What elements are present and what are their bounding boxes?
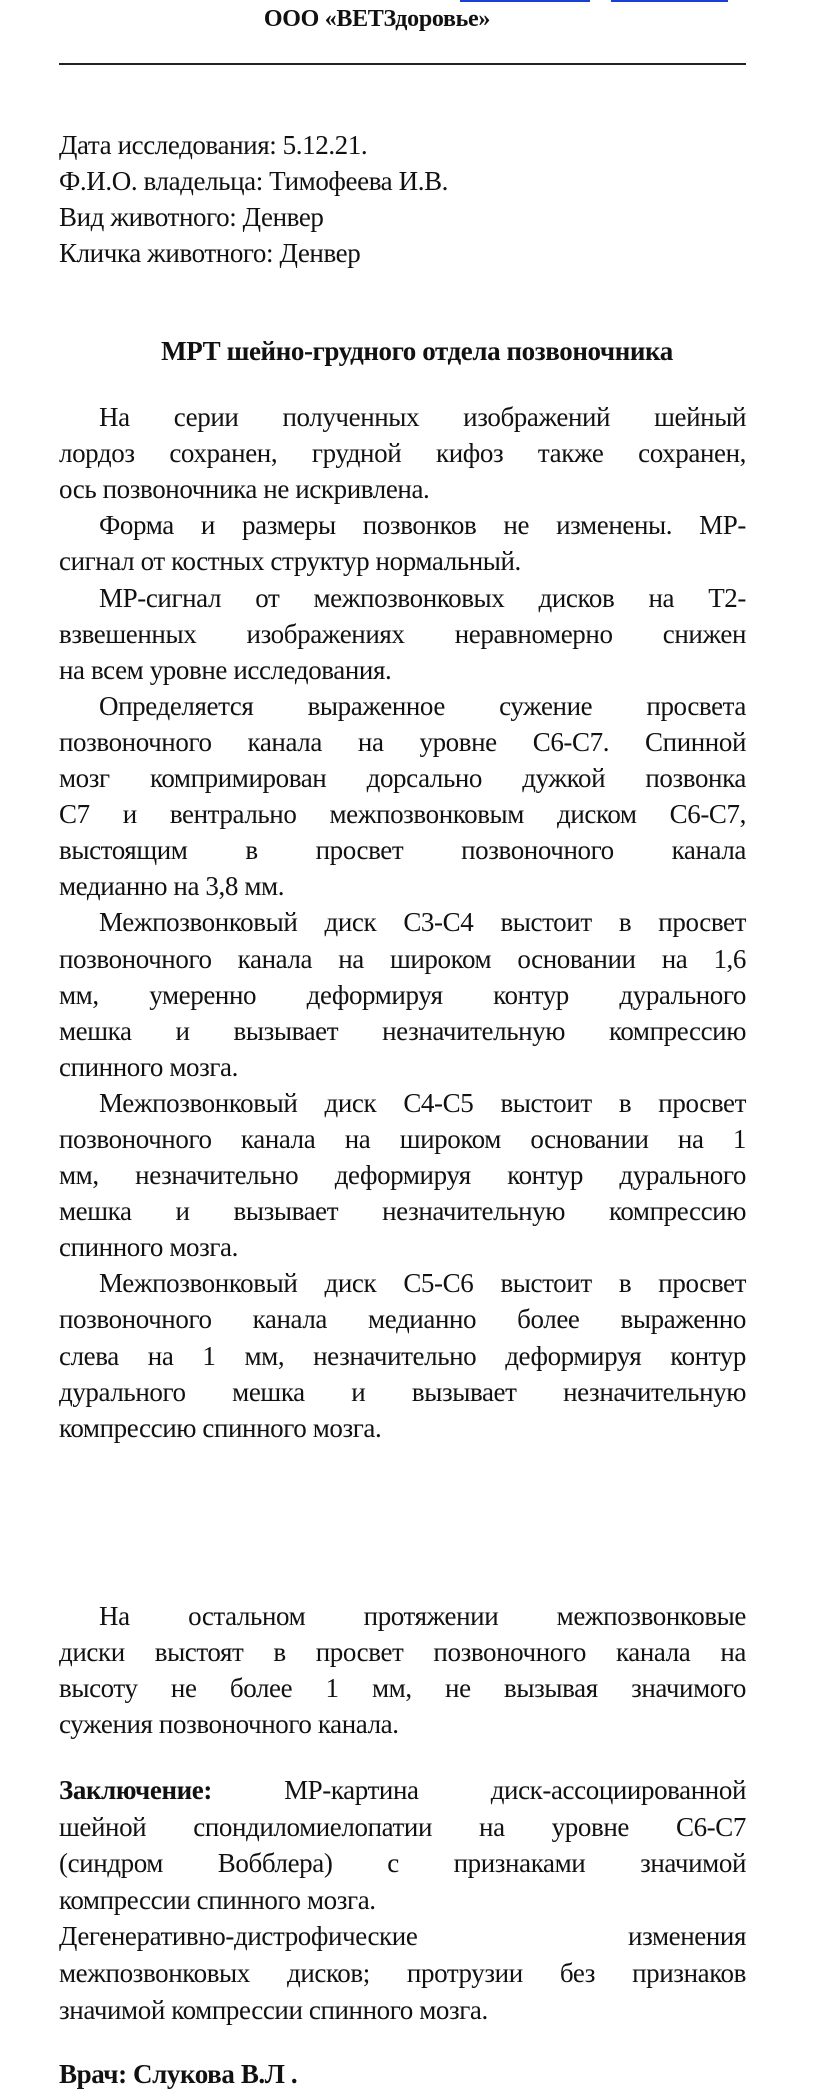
paragraph-line: спинного мозга. — [59, 1232, 238, 1262]
conclusion-line — [59, 1772, 746, 1808]
header-divider — [59, 63, 746, 65]
paragraph-line: На остальном протяжении межпозвонковые — [99, 1601, 746, 1631]
doctor-signature: Врач: Слукова В.Л . — [59, 2059, 298, 2089]
paragraph-line: выстоящим в просвет позвоночного канала — [59, 835, 746, 865]
paragraph-line: мм, незначительно деформируя контур дурального — [59, 1160, 746, 1190]
report-title: МРТ шейно-грудного отдела позвоночника — [161, 336, 673, 366]
paragraph-line: ось позвоночника не искривлена. — [59, 474, 430, 504]
paragraph-line: компрессию спинного мозга. — [59, 1413, 382, 1443]
paragraph-line: позвоночного канала на широком основании на 1,6 — [59, 944, 746, 974]
paragraph-line: дурального мешка и вызывает незначительную — [59, 1377, 746, 1407]
conclusion-text: МР-картина диск-ассоциированной — [284, 1775, 746, 1805]
conclusion-line: компрессии спинного мозга. — [59, 1885, 376, 1915]
paragraph-line: мм, умеренно деформируя контур дурального — [59, 980, 746, 1010]
organization-name: ООО «ВЕТЗдоровье» — [263, 6, 491, 32]
paragraph-line: мозг компримирован дорсально дужкой позвонка — [59, 763, 746, 793]
paragraph-line: Межпозвонковый диск С4-С5 выстоит в просвет — [99, 1088, 746, 1118]
paragraph-line: слева на 1 мм, незначительно деформируя контур — [59, 1341, 746, 1371]
paragraph-line: позвоночного канала на уровне С6-С7. Спинной — [59, 727, 746, 757]
conclusion-line: значимой компрессии спинного мозга. — [59, 1995, 488, 2025]
info-line: Ф.И.О. владельца: Тимофеева И.В. — [59, 166, 449, 196]
paragraph-line: медианно на 3,8 мм. — [59, 871, 285, 901]
conclusion-line: межпозвонковых дисков; протрузии без признаков — [59, 1958, 746, 1988]
paragraph-line: мешка и вызывает незначительную компрессию — [59, 1016, 746, 1046]
info-line: Кличка животного: Денвер — [59, 238, 361, 268]
link-underline[interactable] — [611, 0, 728, 2]
info-line: Дата исследования: 5.12.21. — [59, 130, 368, 160]
paragraph-line: высоту не более 1 мм, не вызывая значимого — [59, 1673, 746, 1703]
paragraph-line: на всем уровне исследования. — [59, 655, 392, 685]
conclusion-line: шейной спондиломиелопатии на уровне С6-С7 — [59, 1812, 746, 1842]
conclusion-line: (синдром Вобблера) с признаками значимой — [59, 1848, 746, 1878]
paragraph-line: диски выстоят в просвет позвоночного канала на — [59, 1637, 746, 1667]
paragraph-line: взвешенных изображениях неравномерно снижен — [59, 619, 746, 649]
conclusion-line: Дегенеративно-дистрофические изменения — [59, 1921, 746, 1951]
paragraph-line: сигнал от костных структур нормальный. — [59, 546, 521, 576]
paragraph-line: позвоночного канала медианно более выраженно — [59, 1304, 746, 1334]
paragraph-line: сужения позвоночного канала. — [59, 1709, 399, 1739]
paragraph-line: мешка и вызывает незначительную компрессию — [59, 1196, 746, 1226]
paragraph-line: Определяется выраженное сужение просвета — [99, 691, 746, 721]
paragraph-line: С7 и вентрально межпозвонковым диском С6-С7, — [59, 799, 746, 829]
conclusion-label: Заключение: — [59, 1775, 212, 1805]
paragraph-line: Форма и размеры позвонков не изменены. МР- — [99, 510, 746, 540]
paragraph-line: Межпозвонковый диск С5-С6 выстоит в просвет — [99, 1268, 746, 1298]
paragraph-line: МР-сигнал от межпозвонковых дисков на Т2- — [99, 583, 746, 613]
info-line: Вид животного: Денвер — [59, 202, 324, 232]
paragraph-line: позвоночного канала на широком основании на 1 — [59, 1124, 746, 1154]
paragraph-line: На серии полученных изображений шейный — [99, 402, 746, 432]
paragraph-line: лордоз сохранен, грудной кифоз также сохранен, — [59, 438, 746, 468]
paragraph-line: Межпозвонковый диск С3-С4 выстоит в просвет — [99, 907, 746, 937]
paragraph-line: спинного мозга. — [59, 1052, 238, 1082]
link-underline[interactable] — [460, 0, 590, 2]
